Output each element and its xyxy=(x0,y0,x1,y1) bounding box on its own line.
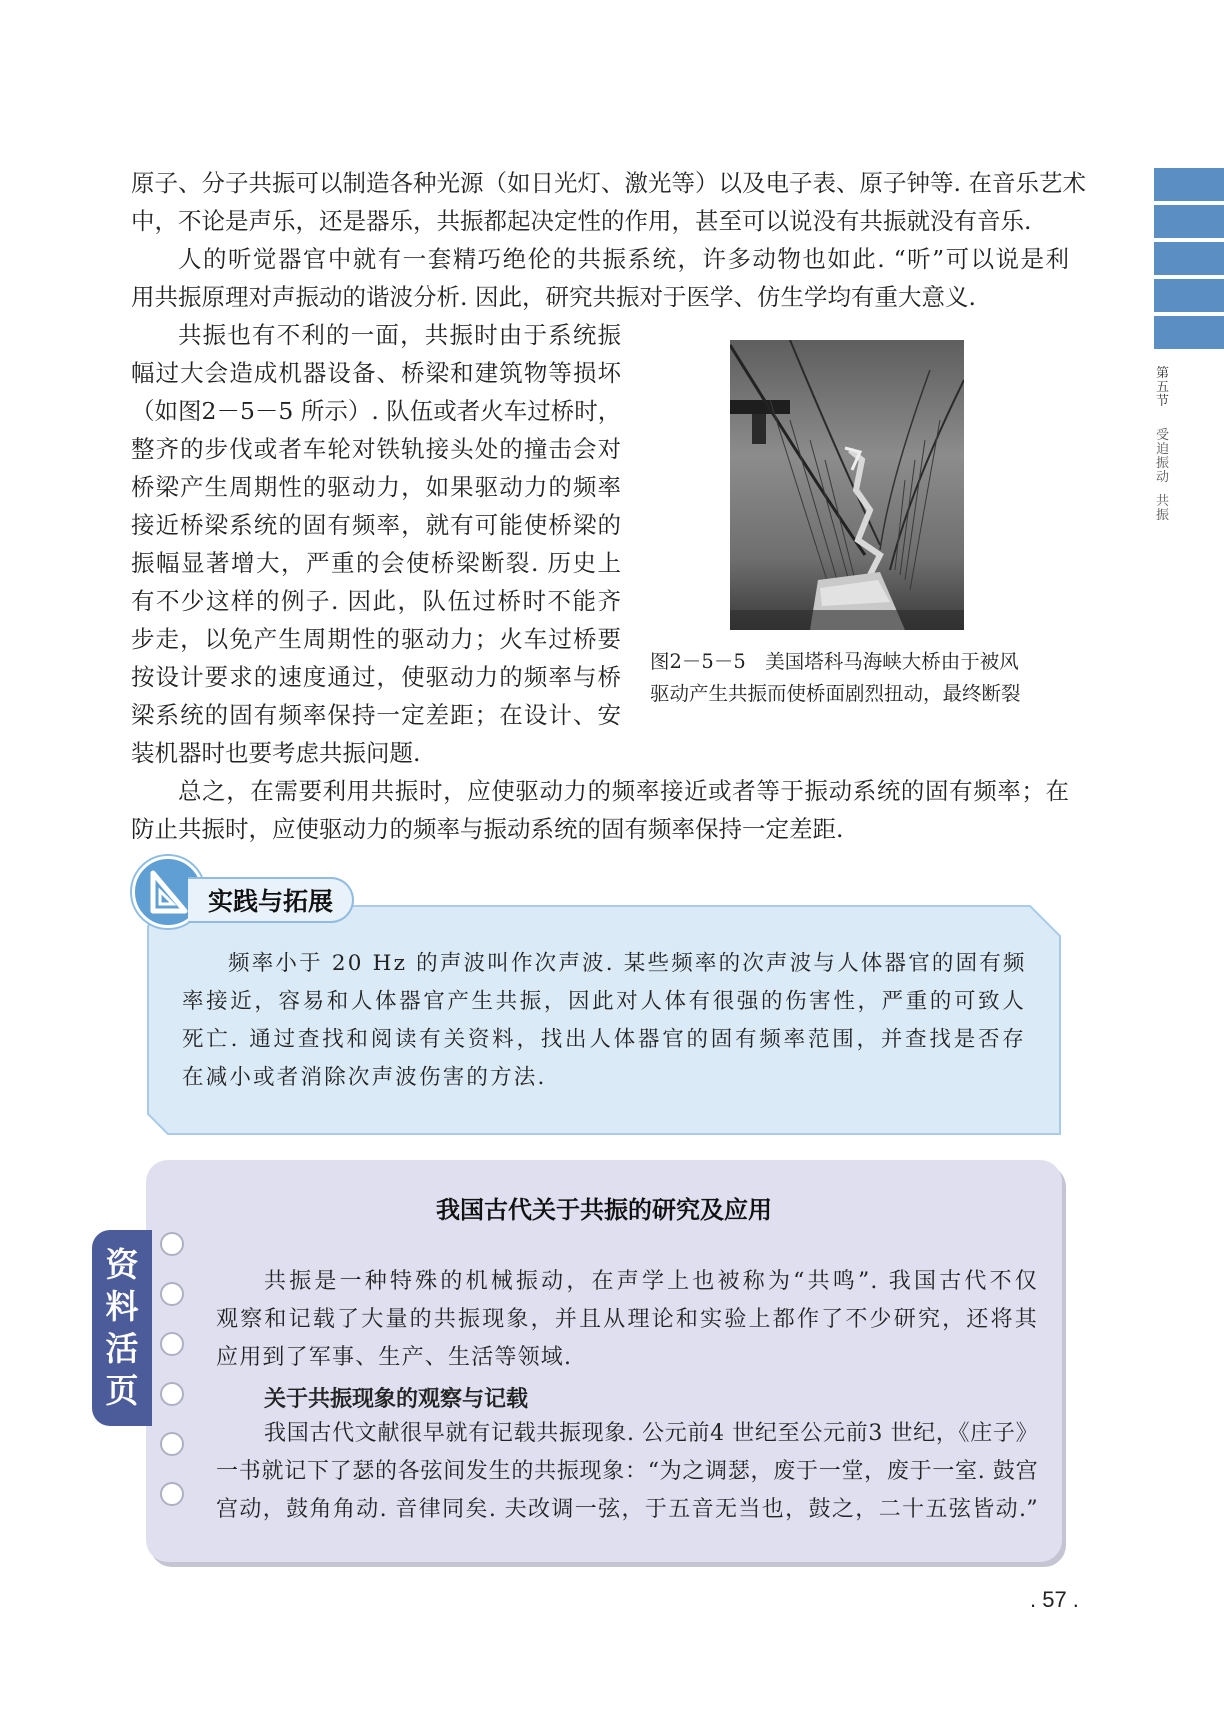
side-tab-section: 第五节 xyxy=(1156,365,1170,408)
practice-text-line: 频率小于 20 Hz 的声波叫作次声波. 某些频率的次声波与人体器官的固有频 xyxy=(228,951,1027,976)
info-text-line: 共振是一种特殊的机械振动，在声学上也被称为“共鸣”. 我国古代不仅 xyxy=(264,1269,1038,1294)
binder-ring xyxy=(160,1282,184,1306)
side-tab-bar xyxy=(1154,205,1224,238)
body-text-line: 人的听觉器官中就有一套精巧绝伦的共振系统，许多动物也如此. “听”可以说是利 xyxy=(178,245,1069,273)
bridge-collapse-illustration xyxy=(730,340,964,630)
practice-box-background xyxy=(146,900,1064,1140)
binder-ring xyxy=(160,1382,184,1406)
side-tab-bar xyxy=(1154,168,1224,201)
practice-text-line: 在减小或者消除次声波伤害的方法. xyxy=(182,1065,547,1090)
body-text-line: 整齐的步伐或者车轮对铁轨接头处的撞击会对 xyxy=(131,435,621,463)
figure-caption-line: 图2－5－5 美国塔科马海峡大桥由于被风 xyxy=(650,650,1019,673)
bridge-photo xyxy=(730,340,964,630)
body-text-line: 按设计要求的速度通过，使驱动力的频率与桥 xyxy=(131,663,621,691)
practice-title: 实践与拓展 xyxy=(188,877,354,923)
binder-ring xyxy=(160,1482,184,1506)
info-subheading: 关于共振现象的观察与记载 xyxy=(264,1387,529,1412)
body-text-line: 共振也有不利的一面，共振时由于系统振 xyxy=(178,321,621,349)
body-text-line: 有不少这样的例子. 因此，队伍过桥时不能齐 xyxy=(131,587,621,615)
info-tab xyxy=(92,1230,152,1426)
info-title: 我国古代关于共振的研究及应用 xyxy=(436,1196,772,1224)
body-text-line: 中，不论是声乐，还是器乐，共振都起决定性的作用，甚至可以说没有共振就没有音乐. xyxy=(131,207,1032,235)
info-text-line: 我国古代文献很早就有记载共振现象. 公元前4 世纪至公元前3 世纪，《庄子》 xyxy=(264,1421,1038,1446)
body-text-line: 接近桥梁系统的固有频率，就有可能使桥梁的 xyxy=(131,511,621,539)
body-text-line: （如图2－5－5 所示）. 队伍或者火车过桥时， xyxy=(131,397,622,425)
info-text-line: 观察和记载了大量的共振现象，并且从理论和实验上都作了不少研究，还将其 xyxy=(216,1307,1038,1332)
side-tab-topic: 受迫振动 xyxy=(1156,427,1170,484)
body-text-line: 装机器时也要考虑共振问题. xyxy=(131,739,421,767)
body-text-line: 步走，以免产生周期性的驱动力；火车过桥要 xyxy=(131,625,621,653)
binder-ring xyxy=(160,1432,184,1456)
body-text-line: 原子、分子共振可以制造各种光源（如日光灯、激光等）以及电子表、原子钟等. 在音乐艺术 xyxy=(131,169,1086,197)
body-text-line: 桥梁产生周期性的驱动力，如果驱动力的频率 xyxy=(131,473,621,501)
binder-ring xyxy=(160,1232,184,1256)
body-text-line: 幅过大会造成机器设备、桥梁和建筑物等损坏 xyxy=(131,359,621,387)
body-text-line: 梁系统的固有频率保持一定差距；在设计、安 xyxy=(131,701,621,729)
side-tab-bar xyxy=(1154,316,1224,349)
page-number: . 57 . xyxy=(1030,1587,1079,1612)
body-text-line: 总之，在需要利用共振时，应使驱动力的频率接近或者等于振动系统的固有频率；在 xyxy=(178,777,1069,805)
side-tab-topic2: 共振 xyxy=(1156,493,1170,522)
side-tab-bar xyxy=(1154,279,1224,312)
body-text-line: 防止共振时，应使驱动力的频率与振动系统的固有频率保持一定差距. xyxy=(131,815,844,843)
figure-caption-line: 驱动产生共振而使桥面剧烈扭动，最终断裂 xyxy=(650,682,1021,705)
info-tab-label: 资料活页 xyxy=(105,1246,139,1409)
practice-text-line: 率接近，容易和人体器官产生共振，因此对人体有很强的伤害性，严重的可致人 xyxy=(182,989,1026,1014)
info-text-line: 宫动，鼓角角动. 音律同矣. 夫改调一弦，于五音无当也，鼓之，二十五弦皆动.” xyxy=(216,1497,1038,1522)
info-text-line: 应用到了军事、生产、生活等领域. xyxy=(216,1345,573,1370)
info-text-line: 一书就记下了瑟的各弦间发生的共振现象：“为之调瑟，废于一堂，废于一室. 鼓宫 xyxy=(216,1459,1038,1484)
binder-ring xyxy=(160,1332,184,1356)
practice-text-line: 死亡. 通过查找和阅读有关资料，找出人体器官的固有频率范围，并查找是否存 xyxy=(182,1027,1026,1052)
body-text-line: 用共振原理对声振动的谐波分析. 因此，研究共振对于医学、仿生学均有重大意义. xyxy=(131,283,976,311)
side-tab-bar xyxy=(1154,242,1224,275)
body-text-line: 振幅显著增大，严重的会使桥梁断裂. 历史上 xyxy=(131,549,621,577)
